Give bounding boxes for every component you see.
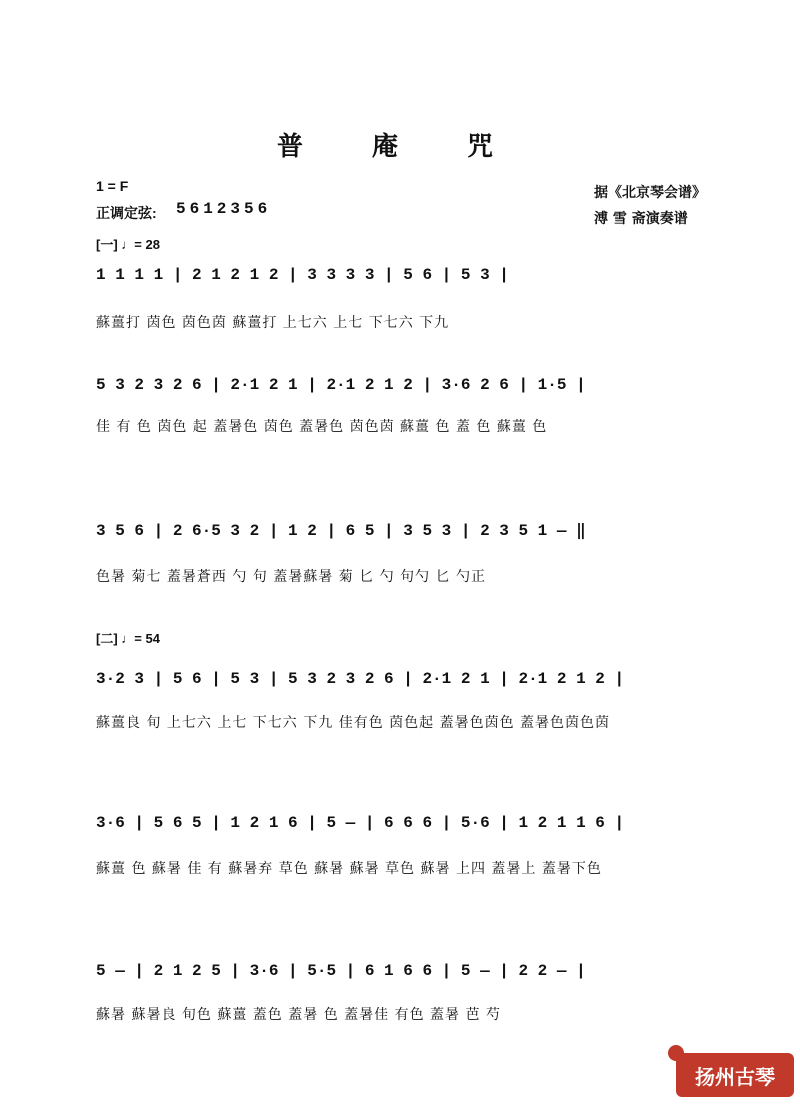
notation-row-6: 5 — | 2 1 2 5 | 3·6 | 5·5 | 6 1 6 6 | 5 — | 2 2 — | [96, 962, 586, 980]
tablature-row-6: 蘇暑 蘇暑良 旬色 蘇薑 蓋色 蓋暑 色 蓋暑佳 有色 蓋暑 芭 芍 [96, 1007, 501, 1023]
performer-credit: 溥 雪 斋演奏谱 [594, 211, 688, 227]
watermark-logo [676, 1053, 794, 1097]
tablature-row-5: 蘇薑 色 蘇暑 佳 有 蘇暑弃 草色 蘇暑 蘇暑 草色 蘇暑 上四 蓋暑上 蓋暑下色 [96, 861, 602, 877]
section-1-label: [一] ♩= 28 [96, 237, 160, 252]
tablature-row-1: 蘇薑打 茵色 茵色茵 蘇薑打 上七六 上七 下七六 下九 [96, 315, 450, 331]
notation-row-3: 3 5 6 | 2 6·5 3 2 | 1 2 | 6 5 | 3 5 3 | 2 3 5 1 — ‖ [96, 522, 586, 540]
tuning-value: 5612356 [176, 200, 272, 218]
notation-row-1: 1 1 1 1 | 2 1 2 1 2 | 3 3 3 3 | 5 6 | 5 3 | [96, 266, 509, 284]
notation-row-5: 3·6 | 5 6 5 | 1 2 1 6 | 5 — | 6 6 6 | 5·6 | 1 2 1 1 6 | [96, 814, 625, 832]
notation-row-4: 3·2 3 | 5 6 | 5 3 | 5 3 2 3 2 6 | 2·1 2 1 | 2·1 2 1 2 | [96, 670, 625, 688]
tablature-row-2: 佳 有 色 茵色 起 蓋暑色 茵色 蓋暑色 茵色茵 蘇薑 色 蓋 色 蘇薑 色 [96, 419, 548, 435]
source-credit: 据《北京琴会谱》 [594, 185, 706, 201]
watermark-text: 扬州古琴 [695, 1064, 775, 1089]
section-2-label: [二] ♩= 54 [96, 631, 160, 646]
tuning-label: 正调定弦: [96, 205, 157, 221]
tablature-row-3: 色暑 菊七 蓋暑蒼西 勺 句 蓋暑蘇暑 菊 匕 勺 句勺 匕 勺正 [96, 569, 486, 585]
key-signature: 1 = F [96, 178, 129, 194]
logo-dot-icon [668, 1045, 684, 1061]
notation-row-2: 5 3 2 3 2 6 | 2·1 2 1 | 2·1 2 1 2 | 3·6 2 6 | 1·5 | [96, 376, 586, 394]
page-title: 普 庵 咒 [276, 132, 524, 162]
tablature-row-4: 蘇薑良 旬 上七六 上七 下七六 下九 佳有色 茵色起 蓋暑色茵色 蓋暑色茵色茵 [96, 715, 611, 731]
